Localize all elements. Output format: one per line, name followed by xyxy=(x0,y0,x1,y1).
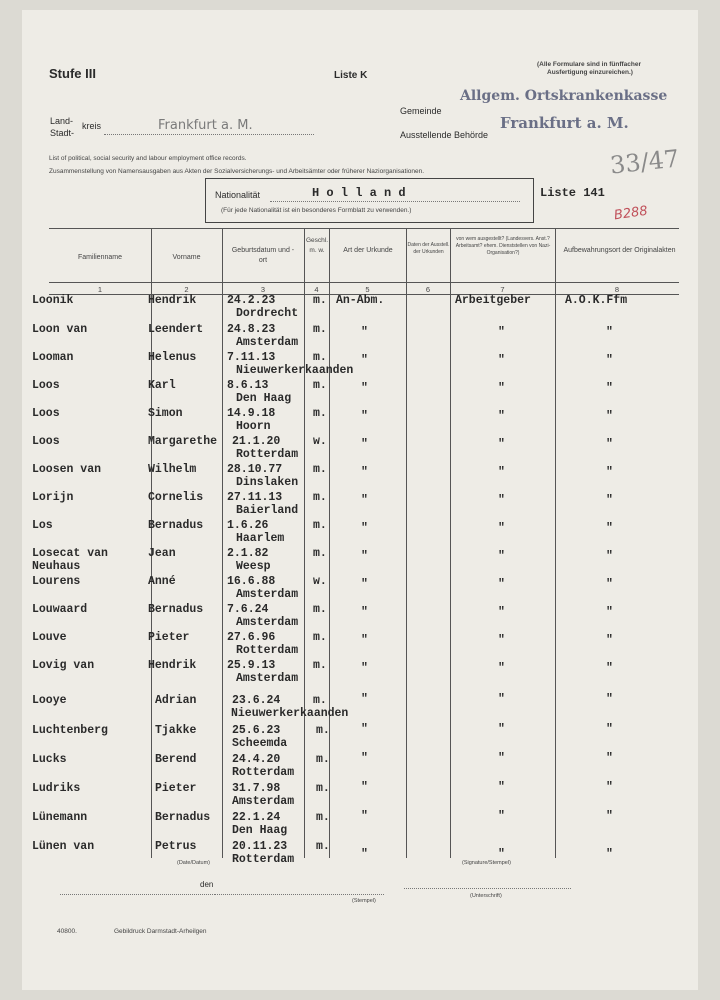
column-header-storage: Aufbewahrungsort der Originalakten xyxy=(563,247,676,254)
row-doc-type: " xyxy=(361,494,368,507)
column-header-birth: Geburtsdatum und -ort xyxy=(231,247,295,264)
row-storage: " xyxy=(606,522,613,535)
row-firstname: Bernadus xyxy=(148,603,204,616)
behoerde-label: Ausstellende Behörde xyxy=(400,130,489,140)
row-sex: m. xyxy=(313,519,327,532)
row-surname: Looye xyxy=(32,694,67,707)
row-storage: A.O.K.Ffm xyxy=(565,294,628,307)
unterschrift-caption: (Unterschrift) xyxy=(470,893,502,899)
row-sex: m. xyxy=(313,694,327,707)
row-birthdate: 2.1.82 xyxy=(227,547,269,560)
stufe-label: Stufe III xyxy=(49,66,96,81)
handwritten-reference: 33/47 xyxy=(608,144,681,180)
row-issuer: " xyxy=(498,438,505,451)
row-firstname: Jean xyxy=(148,547,176,560)
row-surname: Ludriks xyxy=(32,782,81,795)
row-surname: Lucks xyxy=(32,753,67,766)
row-birthplace: Haarlem xyxy=(236,532,285,545)
row-birthdate: 16.6.88 xyxy=(227,575,276,588)
row-doc-type: " xyxy=(361,781,368,794)
row-surname: Lourens xyxy=(32,575,81,588)
column-number: 2 xyxy=(184,285,189,294)
row-birthplace: Hoorn xyxy=(236,420,271,433)
row-firstname: Petrus xyxy=(155,840,197,853)
kreis-value: Frankfurt a. M. xyxy=(158,118,253,133)
stadt-label: Stadt- xyxy=(50,128,75,138)
row-storage: " xyxy=(606,781,613,794)
row-birthdate: 24.2.23 xyxy=(227,294,276,307)
column-number: 7 xyxy=(500,285,505,294)
kreis-label: kreis xyxy=(82,121,102,131)
row-surname: Luchtenberg xyxy=(32,724,108,737)
column-number: 6 xyxy=(425,285,431,294)
row-surname: Loosen van xyxy=(32,463,102,476)
row-birthdate: 25.6.23 xyxy=(232,724,281,737)
row-issuer: " xyxy=(498,693,505,706)
row-issuer: " xyxy=(498,326,505,339)
row-firstname: Leendert xyxy=(148,323,204,336)
row-issuer: " xyxy=(498,662,505,675)
row-sex: m. xyxy=(313,547,327,560)
row-sex: m. xyxy=(313,463,327,476)
row-sex: m. xyxy=(313,491,327,504)
row-firstname: Berend xyxy=(155,753,197,766)
row-birthdate: 14.9.18 xyxy=(227,407,276,420)
row-doc-type: " xyxy=(361,354,368,367)
row-doc-type: " xyxy=(361,382,368,395)
row-surname: Lünen van xyxy=(32,840,95,853)
gemeinde-label: Gemeinde xyxy=(400,106,442,116)
row-sex: w. xyxy=(313,575,327,588)
row-storage: " xyxy=(606,662,613,675)
row-surname: Louve xyxy=(32,631,67,644)
nationality-label: Nationalität xyxy=(215,190,261,200)
row-firstname: Wilhelm xyxy=(148,463,197,476)
row-storage: " xyxy=(606,466,613,479)
liste-number: Liste 141 xyxy=(540,186,605,200)
row-surname: Los xyxy=(32,519,53,532)
row-storage: " xyxy=(606,410,613,423)
row-firstname: Helenus xyxy=(148,351,197,364)
row-issuer: " xyxy=(498,848,505,861)
row-firstname: Hendrik xyxy=(148,659,197,672)
row-doc-type: " xyxy=(361,634,368,647)
row-firstname: Margarethe xyxy=(148,435,218,448)
row-birthdate: 8.6.13 xyxy=(227,379,269,392)
row-birthplace: Amsterdam xyxy=(232,795,295,808)
row-birthplace: Rotterdam xyxy=(236,448,299,461)
row-surname: Louwaard xyxy=(32,603,88,616)
row-surname: Losecat van Neuhaus xyxy=(32,547,108,573)
column-number: 4 xyxy=(314,285,319,294)
row-surname: Loos xyxy=(32,407,60,420)
row-storage: " xyxy=(606,354,613,367)
row-firstname: Hendrik xyxy=(148,294,197,307)
row-firstname: Karl xyxy=(148,379,176,392)
row-issuer: " xyxy=(498,752,505,765)
row-birthdate: 22.1.24 xyxy=(232,811,281,824)
stempel-caption: (Stempel) xyxy=(352,898,376,904)
row-firstname: Anné xyxy=(148,575,176,588)
red-mark: B288 xyxy=(613,203,649,224)
row-doc-type: " xyxy=(361,752,368,765)
row-birthplace: Weesp xyxy=(236,560,271,573)
row-birthdate: 24.8.23 xyxy=(227,323,276,336)
row-birthplace: Rotterdam xyxy=(236,644,299,657)
row-birthdate: 7.6.24 xyxy=(227,603,269,616)
row-issuer: " xyxy=(498,810,505,823)
row-storage: " xyxy=(606,550,613,563)
row-doc-type: " xyxy=(361,438,368,451)
row-birthplace: Amsterdam xyxy=(236,588,299,601)
den-label: den xyxy=(200,880,214,889)
row-birthdate: 21.1.20 xyxy=(232,435,281,448)
row-birthdate: 31.7.98 xyxy=(232,782,281,795)
liste-k-label: Liste K xyxy=(334,70,368,81)
form-number: 40800. xyxy=(57,928,77,935)
row-birthplace: Amsterdam xyxy=(236,616,299,629)
row-issuer: " xyxy=(498,494,505,507)
row-birthplace: Den Haag xyxy=(232,824,288,837)
note-top-2: Ausfertigung einzureichen.) xyxy=(547,69,633,76)
row-storage: " xyxy=(606,326,613,339)
row-birthplace: Dordrecht xyxy=(236,307,299,320)
row-storage: " xyxy=(606,693,613,706)
row-issuer: " xyxy=(498,781,505,794)
row-surname: Looman xyxy=(32,351,74,364)
row-surname: Lorijn xyxy=(32,491,74,504)
row-firstname: Pieter xyxy=(148,631,190,644)
row-birthdate: 23.6.24 xyxy=(232,694,281,707)
row-birthdate: 20.11.23 xyxy=(232,840,288,853)
row-storage: " xyxy=(606,634,613,647)
row-sex: m. xyxy=(313,407,327,420)
row-storage: " xyxy=(606,382,613,395)
german-description: Zusammenstellung von Namensausgaben aus Akten der Sozialversicherungs- und Arbeitsämter oder früherer Naziorganisationen. xyxy=(49,168,425,175)
row-birthplace: Amsterdam xyxy=(236,672,299,685)
row-sex: m. xyxy=(313,294,327,307)
row-firstname: Bernadus xyxy=(148,519,204,532)
row-birthdate: 27.6.96 xyxy=(227,631,276,644)
row-surname: Loonik xyxy=(32,294,74,307)
row-storage: " xyxy=(606,578,613,591)
row-birthplace: Scheemda xyxy=(232,737,288,750)
row-storage: " xyxy=(606,810,613,823)
column-header-doc-date: Daten der Ausstell. der Urkunden xyxy=(407,242,450,255)
row-doc-type: " xyxy=(361,466,368,479)
row-surname: Lünemann xyxy=(32,811,88,824)
row-birthdate: 1.6.26 xyxy=(227,519,269,532)
row-firstname: Cornelis xyxy=(148,491,204,504)
row-issuer: " xyxy=(498,354,505,367)
row-storage: " xyxy=(606,494,613,507)
row-storage: " xyxy=(606,848,613,861)
row-surname: Loos xyxy=(32,435,60,448)
column-number: 3 xyxy=(260,285,266,294)
date-caption: (Date/Datum) xyxy=(177,860,211,866)
row-sex: m. xyxy=(313,379,327,392)
row-issuer: Arbeitgeber xyxy=(455,294,531,307)
column-header-surname: Familienname xyxy=(78,254,122,261)
row-issuer: " xyxy=(498,634,505,647)
row-birthplace: Amsterdam xyxy=(236,336,299,349)
stamp-line-2: Frankfurt a. M. xyxy=(500,114,629,132)
row-birthplace: Baierland xyxy=(236,504,299,517)
row-firstname: Simon xyxy=(148,407,183,420)
row-doc-type: " xyxy=(361,606,368,619)
row-sex: m. xyxy=(313,351,327,364)
column-header-firstname: Vorname xyxy=(172,254,201,261)
row-issuer: " xyxy=(498,578,505,591)
row-sex: w. xyxy=(313,435,327,448)
row-birthdate: 24.4.20 xyxy=(232,753,281,766)
stamp-line-1: Allgem. Ortskrankenkasse xyxy=(460,88,668,104)
row-sex: m. xyxy=(316,724,330,737)
row-firstname: Pieter xyxy=(155,782,197,795)
row-issuer: " xyxy=(498,550,505,563)
row-issuer: " xyxy=(498,723,505,736)
row-storage: " xyxy=(606,606,613,619)
row-sex: m. xyxy=(313,323,327,336)
note-top: (Alle Formulare sind in fünffacher xyxy=(537,61,642,68)
row-birthdate: 27.11.13 xyxy=(227,491,283,504)
printer-mark: Gebildruck Darmstadt-Arheilgen xyxy=(114,928,207,935)
row-doc-type: " xyxy=(361,662,368,675)
row-storage: " xyxy=(606,438,613,451)
row-doc-type: " xyxy=(361,522,368,535)
column-header-sex: Geschl. m. w. xyxy=(305,237,329,254)
column-number: 5 xyxy=(365,285,370,294)
row-issuer: " xyxy=(498,410,505,423)
row-surname: Loon van xyxy=(32,323,88,336)
row-birthdate: 7.11.13 xyxy=(227,351,276,364)
row-doc-type: " xyxy=(361,693,368,706)
row-issuer: " xyxy=(498,522,505,535)
row-storage: " xyxy=(606,723,613,736)
row-doc-type: " xyxy=(361,550,368,563)
signature-caption: (Signature/Stempel) xyxy=(462,860,511,866)
row-firstname: Adrian xyxy=(155,694,197,707)
nationality-note: (Für jede Nationalität ist ein besonderes Formblatt zu verwenden.) xyxy=(221,207,412,214)
row-storage: " xyxy=(606,752,613,765)
row-doc-type: " xyxy=(361,723,368,736)
row-birthplace: Nieuwerkerkaanden xyxy=(236,364,354,377)
row-doc-type: " xyxy=(361,848,368,861)
column-header-issuer: von wem ausgestellt? (Landesvers. Anst.? Arbeitsamt? ehem. Dienststellen von Nazi-Organisation?) xyxy=(455,236,551,256)
row-birthplace: Nieuwerkerkaanden xyxy=(231,707,349,720)
row-sex: m. xyxy=(316,840,330,853)
column-number: 1 xyxy=(97,285,103,294)
row-surname: Lovig van xyxy=(32,659,95,672)
land-label: Land- xyxy=(50,116,74,126)
row-sex: m. xyxy=(316,811,330,824)
row-issuer: " xyxy=(498,382,505,395)
document-sheet xyxy=(22,10,698,990)
english-description: List of political, social security and labour employment office records. xyxy=(49,155,247,162)
nationality-value: H o l l a n d xyxy=(312,186,406,200)
row-sex: m. xyxy=(313,659,327,672)
row-doc-type: An-Abm. xyxy=(336,294,385,307)
row-surname: Loos xyxy=(32,379,60,392)
row-sex: m. xyxy=(316,782,330,795)
row-sex: m. xyxy=(313,631,327,644)
column-number: 8 xyxy=(614,285,620,294)
row-issuer: " xyxy=(498,606,505,619)
row-firstname: Bernadus xyxy=(155,811,211,824)
row-birthplace: Den Haag xyxy=(236,392,292,405)
row-birthdate: 28.10.77 xyxy=(227,463,283,476)
row-doc-type: " xyxy=(361,810,368,823)
row-sex: m. xyxy=(313,603,327,616)
row-birthdate: 25.9.13 xyxy=(227,659,276,672)
row-birthplace: Dinslaken xyxy=(236,476,299,489)
row-firstname: Tjakke xyxy=(155,724,197,737)
row-birthplace: Rotterdam xyxy=(232,853,295,866)
column-header-doc-type: Art der Urkunde xyxy=(343,247,393,254)
row-doc-type: " xyxy=(361,326,368,339)
row-birthplace: Rotterdam xyxy=(232,766,295,779)
row-doc-type: " xyxy=(361,410,368,423)
row-issuer: " xyxy=(498,466,505,479)
row-doc-type: " xyxy=(361,578,368,591)
row-sex: m. xyxy=(316,753,330,766)
